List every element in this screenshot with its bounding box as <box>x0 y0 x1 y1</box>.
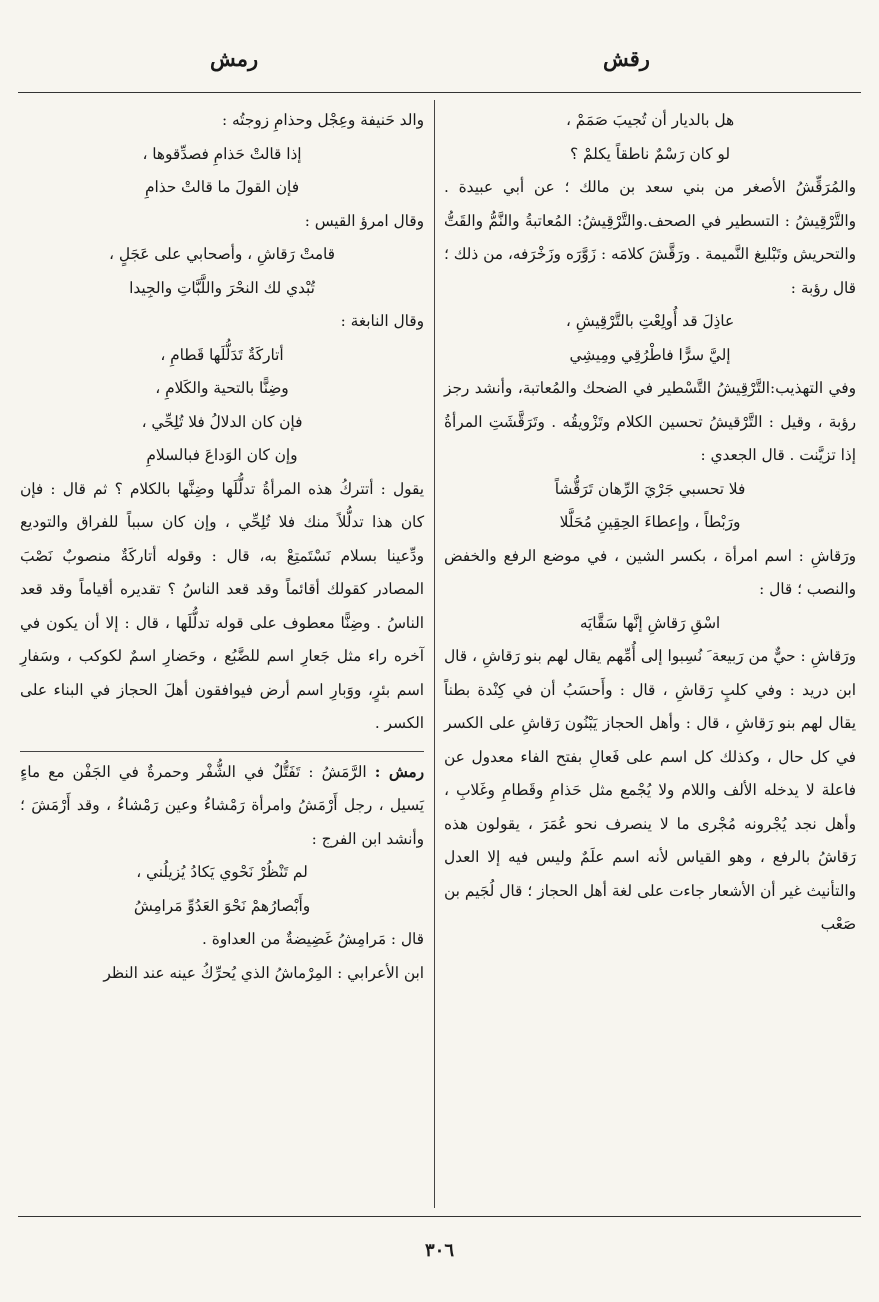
verse-line: لو كان رَسْمٌ ناطقاً يكلمْ ؟ <box>570 144 730 163</box>
verse-line: عاذِلَ قد أُولِعْتِ بالتَّرْقِيشِ ، <box>565 312 735 330</box>
verse-line: تُبْدي لك النحْرَ واللَّبَّاتِ والجِيدا <box>129 278 315 297</box>
entry-headword: رمش : <box>374 762 424 781</box>
verse-line: إليَّ سرًّا فاطْرُقِي ومِيشِي <box>569 345 731 364</box>
entry-text: الرَّمَشُ : تَفَتُّلٌ في الشُّفْر وحمرةٌ في الجَفْن مع ماءٍ يَسيل ، رجل أَرْمَشُ وامرأة رَمْشاءُ وعين رَمْشاءُ ، وقد أَرْمَشَ ؛ وأنشد ابن الفرج : <box>20 762 424 848</box>
verse-line: وإن كان الوَداعَ فبالسلامِ <box>146 446 298 464</box>
header-root-right: رقش <box>603 46 650 71</box>
paragraph: وقال النابغة : <box>340 312 424 330</box>
top-rule <box>18 92 861 93</box>
verse-line: لم تَنْظُرْ نَحْوي يَكادُ يُزيلُني ، <box>136 863 308 881</box>
verse-line: فإن كان الدلالُ فلا تُلِحِّي ، <box>141 412 303 431</box>
paragraph: ابن الأعرابي : المِرْماشُ الذي يُحرِّكُ عينه عند النظر <box>103 963 424 982</box>
verse-line: هل بالديار أن تُجيبَ صَمَمْ ، <box>565 111 735 129</box>
verse-line: وضِنًّا بالتحية والكَلامِ ، <box>155 379 289 397</box>
paragraph: والد حَنيفة وعِجْل وحذامِ زوجتُه : <box>221 111 424 129</box>
column-divider <box>434 100 435 1208</box>
paragraph: وفي التهذيب:التَّرْقِيشُ التَّسْطير في الضحك والمُعاتبة، وأنشد رجز رؤبة ، وقيل : التَّرْقيشُ تحسين الكلام وتَزْويقُه . وتَرَقَّشَتِ المرأةُ إذا تزيَّنت . قال الجعدي : <box>444 379 856 464</box>
paragraph: والمُرَقِّشُ الأصغر من بني سعد بن مالك ؛ عن أبي عبيدة . والتَّرْقِيشُ : التسطير في الصحف.والتَّرْقِيشُ: المُعاتبةُ والنَّمُّ والقَتُّ والتحريش وتَبْليغ النَّميمة . ورَقَّشَ كلامَه : زَوَّرَه وزَخْرَفه، من ذلك ؛ قال رؤبة : <box>444 178 856 297</box>
paragraph: ورَقاشِ : حيٌّ من رَبيعة َ نُسِبوا إلى أُمِّهم يقال لهم بنو رَقاشِ ، قال ابن دريد : وفي كلبٍ رَقاشِ ، قال : وأَحسَبُ أن في كِنْدة بطناً يقال لهم بنو رَقاشِ ، قال : وأهل الحجاز يَبْنُون رَقاشِ على الكسر في كل حال ، وكذلك كل اسم على فَعالِ بفتح الفاء معدول عن فاعلة لا يدخله الألف واللام ولا يُجْمع مثل حَذامِ وقَطامِ وغَلابِ ، وأهل نجد يُجْرونه مُجْرى ما لا ينصرف نحو عُمَرَ ، يقولون هذه رَقاشُ بالرفع ، وهو القياس لأنه اسم علَمٌ وليس فيه إلا العدل والتأنيث غير أن الأشعار جاءت على لغة أهل الحجاز ؛ قال لُجَيم بن صَعْب <box>444 647 856 933</box>
verse-line: ورَبْطاً ، وإعطاءَ الحِقِينِ مُحَلَّلا <box>559 513 741 531</box>
verse-line: إذا قالتْ حَذامِ فصدِّقوها ، <box>142 144 302 163</box>
verse-line: فإن القولَ ما قالتْ حذامِ <box>144 178 300 196</box>
verse-line: فلا تحسبي جَرْيَ الرِّهان تَرَقُّشاً <box>554 479 746 498</box>
verse-line: أتاركَةٌ تَدَلُّلَها قَطامِ ، <box>160 345 284 364</box>
bottom-rule <box>18 1216 861 1217</box>
paragraph <box>20 756 424 857</box>
verse-line: وأَبْصارُهمْ نَحْوَ العَدُوِّ مَرامِشُ <box>133 896 311 915</box>
verse-line: قامتْ رَقاشِ ، وأصحابي على عَجَلٍ ، <box>109 245 335 263</box>
page-number: ٣٠٦ <box>424 1240 454 1261</box>
right-column <box>444 104 856 942</box>
paragraph: قال : مَرامِشُ غَضِيضةٌ من العداوة . <box>201 930 424 948</box>
paragraph: وقال امرؤ القيس : <box>304 211 424 230</box>
paragraph: ورَقاشِ : اسم امرأة ، بكسر الشين ، في موضع الرفع والخفض والنصب ؛ قال : <box>444 546 856 598</box>
verse-line: اسْقِ رَقاشِ إنَّها سَقَّايَه <box>579 613 721 632</box>
entry-separator <box>20 751 424 752</box>
paragraph: يقول : أتتركُ هذه المرأةُ تدلُّلَها وضِنَّها بالكلام ؟ ثم قال : فإن كان هذا تدلُّلاً منك فلا تُلِحِّي ، وإن كان سبباً للفراق والتوديع ودِّعينا بسلام نَسْتَمتِعْ به، قال : وقوله أتاركَةٌ منصوبٌ نَصْبَ المصادر كقولك أقائماً وقد قعد الناسُ ؟ تقديره أقياماً وقد قعد الناسُ . وضِنًّا معطوف على قوله تدلُّلَها ، قال : إلا أن يكون في آخره راء مثل جَعارِ اسم للضَّبُع ، وحَضارِ اسمٌ لكوكب ، وسَفارِ اسم بئرٍ، ووَبارِ اسم أرض فيوافقون أهلَ الحجاز في البناء على الكسر . <box>20 479 424 732</box>
left-column <box>20 104 424 990</box>
header-root-left: رمش <box>210 46 259 71</box>
